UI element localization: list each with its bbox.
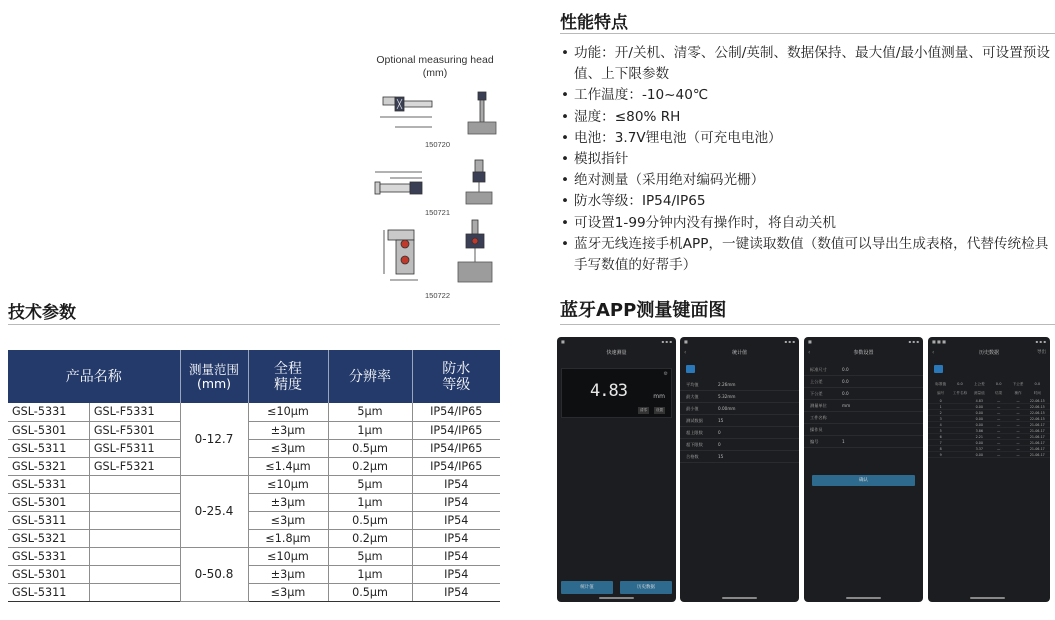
history-row: 4 0.00 — — 21-06-17: [928, 422, 1050, 428]
resolution-cell: 5μm: [328, 547, 412, 565]
ip-cell: IP54: [412, 511, 500, 529]
ip-cell: IP54: [412, 475, 500, 493]
app-divider: [560, 324, 1055, 325]
accuracy-cell: ≤3μm: [248, 511, 328, 529]
table-row: [8, 547, 500, 565]
col-product-name: 产品名称: [8, 350, 180, 403]
setting-row[interactable]: 操作员: [804, 424, 923, 436]
ip-cell: IP54/IP65: [412, 457, 500, 475]
model-cell: GSL-5311: [8, 583, 89, 601]
resolution-cell: 0.5μm: [328, 439, 412, 457]
table-row: [8, 493, 500, 511]
back-icon[interactable]: ‹: [808, 349, 811, 356]
model-cell: [89, 583, 180, 601]
drawing-code: 150722: [425, 291, 451, 300]
features-divider: [560, 33, 1055, 34]
ip-cell: IP54/IP65: [412, 439, 500, 457]
table-row: [8, 529, 500, 547]
drawings-title: Optional measuring head (mm): [376, 54, 494, 79]
screen-title: ‹ 历史数据 导出: [928, 346, 1050, 360]
ip-cell: IP54: [412, 583, 500, 601]
spec-table-header: [8, 350, 500, 403]
table-row: [8, 457, 500, 475]
stat-row: 最小值 0.00mm: [680, 403, 799, 415]
gear-icon[interactable]: ⚙: [663, 371, 668, 377]
back-icon[interactable]: ‹: [684, 349, 687, 356]
range-cell: 0-12.7: [180, 403, 248, 475]
accuracy-cell: ±3μm: [248, 493, 328, 511]
head-drawing-150722: [384, 220, 492, 282]
model-cell: [89, 511, 180, 529]
export-button[interactable]: 导出: [1037, 350, 1046, 355]
confirm-button[interactable]: 确认: [812, 475, 915, 486]
model-cell: [89, 565, 180, 583]
model-cell: [89, 547, 180, 565]
ip-cell: IP54: [412, 529, 500, 547]
drawing-code: 150721: [425, 208, 451, 217]
model-cell: GSL-5331: [8, 475, 89, 493]
phone-statistics: [680, 337, 799, 602]
settings-chip[interactable]: 设置: [656, 408, 663, 412]
tag-marker: [686, 365, 695, 373]
stat-row: 超上限数 0: [680, 427, 799, 439]
accuracy-cell: ≤3μm: [248, 439, 328, 457]
specs-divider: [8, 324, 500, 325]
setting-row[interactable]: 标准尺寸 0.0: [804, 364, 923, 376]
head-drawing-150721: [375, 160, 492, 204]
table-row: [8, 421, 500, 439]
status-bar: ■ ▪ ▪ ▪: [808, 339, 919, 344]
screen-title: ‹ 统计值: [680, 346, 799, 360]
history-row: 1 0.00 — — 22-06-15: [928, 404, 1050, 410]
resolution-cell: 0.5μm: [328, 511, 412, 529]
model-cell: GSL-F5321: [89, 457, 180, 475]
resolution-cell: 5μm: [328, 475, 412, 493]
range-cell: 0-25.4: [180, 475, 248, 547]
feature-item: • 工作温度：-10~40℃: [560, 85, 1055, 106]
ip-cell: IP54: [412, 547, 500, 565]
resolution-cell: 1μm: [328, 421, 412, 439]
home-indicator: [970, 597, 1005, 599]
range-cell: 0-50.8: [180, 547, 248, 601]
screen-title: 快速测量: [606, 350, 627, 356]
resolution-cell: 1μm: [328, 565, 412, 583]
tag-marker: [934, 365, 943, 373]
setting-row[interactable]: 下公差 0.0: [804, 388, 923, 400]
accuracy-cell: ±3μm: [248, 421, 328, 439]
features-list: [560, 43, 1055, 276]
feature-item: • 模拟指针: [560, 149, 1055, 170]
setting-row[interactable]: 上公差 0.0: [804, 376, 923, 388]
reading-unit: mm: [653, 393, 665, 400]
feature-item: • 蓝牙无线连接手机APP，一键读取数值（数值可以导出生成表格，代替传统检具手写数值的好帮手）: [560, 234, 1055, 276]
ip-cell: IP54: [412, 493, 500, 511]
model-cell: GSL-5321: [8, 529, 89, 547]
model-cell: GSL-F5301: [89, 421, 180, 439]
model-cell: [89, 529, 180, 547]
resolution-cell: 0.5μm: [328, 583, 412, 601]
feature-item: • 功能：开/关机、清零、公制/英制、数据保持、最大值/最小值测量、可设置预设值、上下限参数: [560, 43, 1055, 85]
stat-row: 超下限数 0: [680, 439, 799, 451]
stat-row: 测试数据 15: [680, 415, 799, 427]
model-cell: GSL-5301: [8, 493, 89, 511]
model-cell: [89, 475, 180, 493]
model-cell: [89, 493, 180, 511]
table-row: [8, 439, 500, 457]
history-row: 5 3.86 — — 21-06-17: [928, 428, 1050, 434]
head-drawing-150720: [380, 92, 496, 134]
app-title: 蓝牙APP测量键面图: [560, 300, 727, 321]
table-row: [8, 583, 500, 601]
model-cell: GSL-5321: [8, 457, 89, 475]
ip-cell: IP54: [412, 565, 500, 583]
history-row: 8 3.37 — — 21-06-17: [928, 446, 1050, 452]
resolution-cell: 0.2μm: [328, 457, 412, 475]
phone-history: [928, 337, 1050, 602]
spec-table-body: [8, 403, 500, 601]
spec-table: [8, 350, 500, 602]
head-diagrams: [360, 52, 510, 302]
reading-display: [561, 368, 672, 418]
history-row: 6 2.21 — — 21-06-17: [928, 434, 1050, 440]
setting-row[interactable]: 工件名称: [804, 412, 923, 424]
model-cell: GSL-5331: [8, 403, 89, 421]
model-cell: GSL-5311: [8, 439, 89, 457]
resolution-cell: 0.2μm: [328, 529, 412, 547]
table-row: [8, 565, 500, 583]
feature-item: • 绝对测量（采用绝对编码光栅）: [560, 170, 1055, 191]
phone-quick-measure: [557, 337, 676, 602]
col-waterproof: 防水 等级: [412, 350, 500, 403]
model-cell: GSL-F5331: [89, 403, 180, 421]
stat-row: 最大值 5.32mm: [680, 391, 799, 403]
table-row: [8, 475, 500, 493]
history-stats: 标准值 0.0 上公差 0.0 下公差 0.0: [935, 381, 1041, 386]
accuracy-cell: ≤1.8μm: [248, 529, 328, 547]
ip-cell: IP54/IP65: [412, 403, 500, 421]
accuracy-cell: ≤10μm: [248, 547, 328, 565]
stat-row: 平均值 2.26mm: [680, 379, 799, 391]
specs-title: 技术参数: [8, 303, 76, 323]
model-cell: GSL-5311: [8, 511, 89, 529]
history-row: 2 0.00 — — 22-06-15: [928, 410, 1050, 416]
table-row: [8, 511, 500, 529]
history-row: 0 4.83 — — 22-06-15: [928, 398, 1050, 404]
stat-row: 合格数 15: [680, 451, 799, 463]
model-cell: GSL-5331: [8, 547, 89, 565]
accuracy-cell: ±3μm: [248, 565, 328, 583]
feature-item: • 电池：3.7V锂电池（可充电电池）: [560, 128, 1055, 149]
table-row: [8, 403, 500, 421]
accuracy-cell: ≤10μm: [248, 403, 328, 421]
screen-title: ‹ 参数设置: [804, 346, 923, 360]
setting-row[interactable]: 测量单位 mm: [804, 400, 923, 412]
measuring-head-drawings: [360, 52, 510, 302]
statistics-button[interactable]: 统计值: [561, 581, 613, 594]
model-cell: GSL-F5311: [89, 439, 180, 457]
feature-item: • 防水等级：IP54/IP65: [560, 191, 1055, 212]
back-icon[interactable]: ‹: [932, 349, 935, 356]
zero-chip[interactable]: 清零: [640, 408, 647, 412]
resolution-cell: 1μm: [328, 493, 412, 511]
phone-settings: [804, 337, 923, 602]
home-indicator: [722, 597, 757, 599]
model-cell: GSL-5301: [8, 421, 89, 439]
drawing-code: 150720: [425, 140, 451, 149]
model-cell: GSL-5301: [8, 565, 89, 583]
history-row: 9 0.00 — — 21-06-17: [928, 452, 1050, 458]
history-row: 3 0.00 — — 22-06-15: [928, 416, 1050, 422]
status-bar: ■ ▪ ▪ ▪: [561, 339, 672, 344]
feature-item: • 湿度：≤80% RH: [560, 107, 1055, 128]
features-title: 性能特点: [560, 13, 628, 33]
reading-value: 4.83: [590, 381, 627, 401]
history-header: 编号 工件名称 测量值 结果 操作 时间: [937, 391, 1041, 395]
col-accuracy: 全程 精度: [248, 350, 328, 403]
accuracy-cell: ≤10μm: [248, 475, 328, 493]
home-indicator: [599, 597, 634, 599]
home-indicator: [846, 597, 881, 599]
status-bar: ■ ■ ■ ▪ ▪ ▪: [932, 339, 1046, 344]
col-resolution: 分辨率: [328, 350, 412, 403]
ip-cell: IP54/IP65: [412, 421, 500, 439]
col-range: 测量范围 (mm): [180, 350, 248, 403]
history-row: 7 0.00 — — 21-06-17: [928, 440, 1050, 446]
status-bar: ■ ▪ ▪ ▪: [684, 339, 795, 344]
accuracy-cell: ≤1.4μm: [248, 457, 328, 475]
history-button[interactable]: 历史数据: [620, 581, 672, 594]
accuracy-cell: ≤3μm: [248, 583, 328, 601]
resolution-cell: 5μm: [328, 403, 412, 421]
feature-item: • 可设置1-99分钟内没有操作时，将自动关机: [560, 213, 1055, 234]
setting-row[interactable]: 编号 1: [804, 436, 923, 448]
